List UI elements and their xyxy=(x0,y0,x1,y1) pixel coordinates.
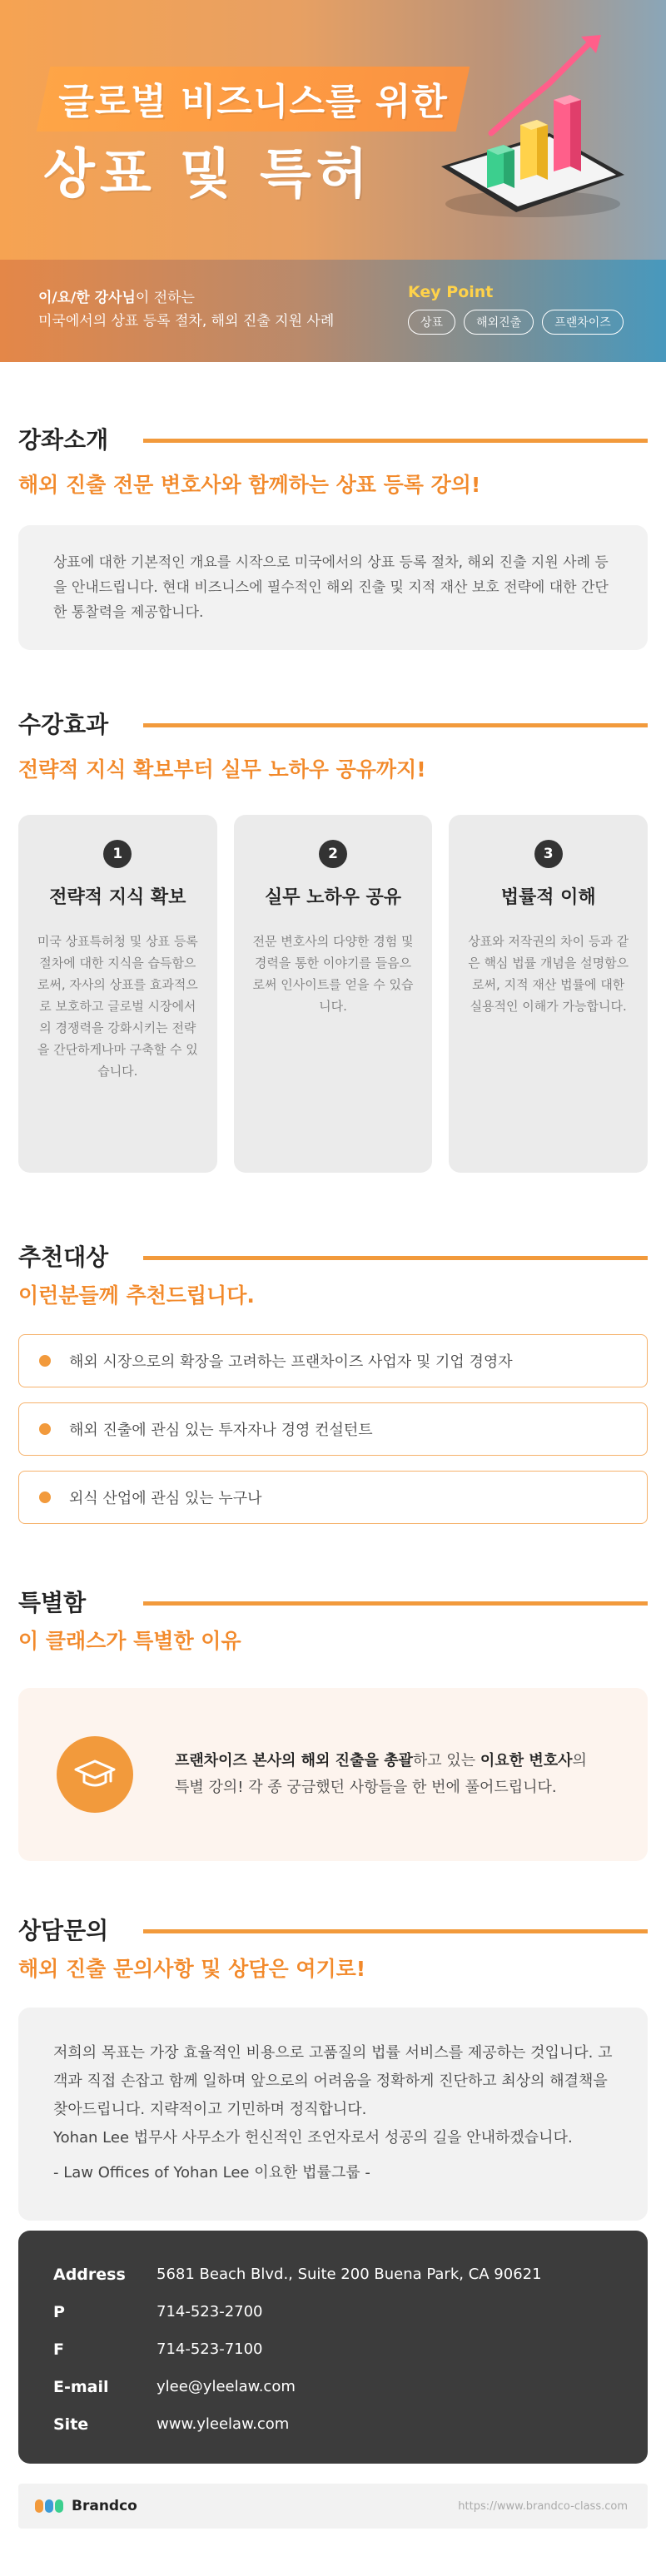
hero-info-band xyxy=(0,260,666,362)
special-text xyxy=(175,1748,587,1801)
section-title: 강좌소개 xyxy=(18,422,127,455)
benefit-number: 3 xyxy=(534,840,563,868)
email-link[interactable]: ylee@yleelaw.com xyxy=(157,2378,296,2395)
brand-name: Brandco xyxy=(72,2498,137,2514)
keypoint-title: Key Point xyxy=(408,283,494,301)
contact-card xyxy=(18,2008,648,2221)
benefit-desc: 미국 상표특허청 및 상표 등록 절차에 대한 지식을 습득함으로써, 자사의 상표를 효과적으로 보호하고 글로벌 시장에서의 경쟁력을 강화시키는 전략을 간단하게나마 구축할 수 있습니다. xyxy=(37,934,198,1079)
target-item xyxy=(18,1471,648,1524)
keypoint-tag: 해외진출 xyxy=(464,310,534,335)
section-subtitle: 해외 진출 전문 변호사와 함께하는 상표 등록 강의! xyxy=(18,473,481,497)
benefit-cards xyxy=(18,815,648,1173)
benefit-card xyxy=(18,815,217,1173)
chart-tablet-illustration xyxy=(425,25,633,233)
benefit-desc: 전문 변호사의 다양한 경험 및 경력을 통한 이야기를 들음으로써 인사이트를 얻을 수 있습니다. xyxy=(252,934,414,1014)
contact-signature: - Law Offices of Yohan Lee 이요한 법률그룹 - xyxy=(53,2164,370,2181)
footer xyxy=(18,2484,648,2529)
benefit-title: 법률적 이해 xyxy=(500,887,596,908)
target-item xyxy=(18,1402,648,1456)
keypoint-box xyxy=(408,283,624,335)
target-text: 해외 시장으로의 확장을 고려하는 프랜차이즈 사업자 및 기업 경영자 xyxy=(69,1353,513,1371)
contact-body: 저희의 목표는 가장 효율적인 비용으로 고품질의 법률 서비스를 제공하는 것입니다. 고객과 직접 손잡고 함께 일하며 앞으로의 어려움을 정확하게 진단하고 최상의 해결책을 찾아드립니다. 지략적이고 기민하며 정직합니다. xyxy=(53,2044,613,2118)
heading-rule xyxy=(143,723,648,727)
brand-logo[interactable] xyxy=(35,2498,137,2514)
section-subtitle: 이 클래스가 특별한 이유 xyxy=(18,1629,241,1653)
hero-description: 미국에서의 상표 등록 절차, 해외 진출 지원 사례 xyxy=(38,313,335,330)
special-emphasis: 프랜차이즈 본사의 해외 진출을 총괄 xyxy=(175,1752,413,1769)
info-key: E-mail xyxy=(53,2377,109,2396)
section-title: 상담문의 xyxy=(18,1913,127,1946)
section-subtitle: 해외 진출 문의사항 및 상담은 여기로! xyxy=(18,1957,366,1981)
target-text: 외식 산업에 관심 있는 누구나 xyxy=(69,1490,262,1507)
bullet-dot-icon xyxy=(39,1491,51,1503)
special-emphasis: 이요한 변호사 xyxy=(480,1752,573,1769)
heading-rule xyxy=(143,1256,648,1260)
section-heading-intro xyxy=(18,422,648,455)
section-heading-benefits xyxy=(18,707,648,740)
special-card xyxy=(18,1688,648,1861)
benefit-card xyxy=(449,815,648,1173)
hero-banner xyxy=(0,0,666,362)
hero-title-line2: 상표 및 특허 xyxy=(43,144,373,206)
contact-body-2: Yohan Lee 법무사 사무소가 헌신적인 조언자로서 성공의 길을 안내하겠습니다. xyxy=(53,2129,573,2147)
heading-rule xyxy=(143,1601,648,1606)
info-row-address xyxy=(53,2256,613,2293)
heading-rule xyxy=(143,1929,648,1933)
info-key: P xyxy=(53,2302,65,2321)
benefit-number: 2 xyxy=(319,840,347,868)
info-key: Address xyxy=(53,2265,126,2284)
section-subtitle: 전략적 지식 확보부터 실무 노하우 공유까지! xyxy=(18,757,426,782)
benefit-title: 전략적 지식 확보 xyxy=(49,887,186,908)
contact-info-card xyxy=(18,2231,648,2464)
info-key: F xyxy=(53,2340,64,2359)
section-heading-contact xyxy=(18,1913,648,1946)
info-row-email xyxy=(53,2368,613,2405)
hero-title-line1: 글로벌 비즈니스를 위한 xyxy=(37,67,470,132)
site-link[interactable]: www.yleelaw.com xyxy=(157,2415,290,2433)
heading-rule xyxy=(143,439,648,443)
instructor-suffix: 이 전하는 xyxy=(135,290,195,306)
info-value: 5681 Beach Blvd., Suite 200 Buena Park, CA 90621 xyxy=(157,2266,542,2283)
keypoint-tag: 상표 xyxy=(408,310,455,335)
target-list xyxy=(18,1334,648,1524)
benefit-title: 실무 노하우 공유 xyxy=(264,887,402,908)
target-text: 해외 진출에 관심 있는 투자자나 경영 컨설턴트 xyxy=(69,1422,373,1439)
benefit-card xyxy=(234,815,433,1173)
graduation-cap-icon xyxy=(57,1736,133,1813)
intro-card: 상표에 대한 기본적인 개요를 시작으로 미국에서의 상표 등록 절차, 해외 진출 지원 사례 등을 안내드립니다. 현대 비즈니스에 필수적인 해외 진출 및 지적 재산 보호 전략에 대한 간단한 통찰력을 제공합니다. xyxy=(18,525,648,650)
keypoint-tag: 프랜차이즈 xyxy=(542,310,624,335)
hero-intro-text xyxy=(38,286,334,333)
info-key: Site xyxy=(53,2415,89,2434)
benefit-desc: 상표와 저작권의 차이 등과 같은 핵심 법률 개념을 설명함으로써, 지적 재산 법률에 대한 실용적인 이해가 가능합니다. xyxy=(468,934,629,1014)
section-title: 특별함 xyxy=(18,1585,104,1618)
special-text-part: 의 xyxy=(572,1752,587,1769)
section-heading-special xyxy=(18,1585,648,1618)
section-subtitle: 이런분들께 추천드립니다. xyxy=(18,1283,255,1308)
bullet-dot-icon xyxy=(39,1423,51,1435)
special-text-line2: 특별 강의! 각 종 궁금했던 사항들을 한 번에 풀어드립니다. xyxy=(175,1779,557,1796)
special-text-part: 하고 있는 xyxy=(412,1752,480,1769)
target-item xyxy=(18,1334,648,1387)
benefit-number: 1 xyxy=(103,840,132,868)
info-row-fax xyxy=(53,2330,613,2368)
brandco-logo-icon xyxy=(35,2499,65,2513)
info-row-site xyxy=(53,2405,613,2443)
info-value[interactable]: 714-523-2700 xyxy=(157,2303,263,2320)
footer-url[interactable]: https://www.brandco-class.com xyxy=(458,2499,628,2513)
section-title: 수강효과 xyxy=(18,707,127,740)
bullet-dot-icon xyxy=(39,1355,51,1367)
info-row-phone xyxy=(53,2293,613,2330)
section-title: 추천대상 xyxy=(18,1239,127,1273)
instructor-name: 이/요/한 강사님 xyxy=(38,290,136,306)
keypoint-tags xyxy=(408,310,624,335)
section-heading-targets xyxy=(18,1239,648,1273)
info-value: 714-523-7100 xyxy=(157,2340,263,2358)
